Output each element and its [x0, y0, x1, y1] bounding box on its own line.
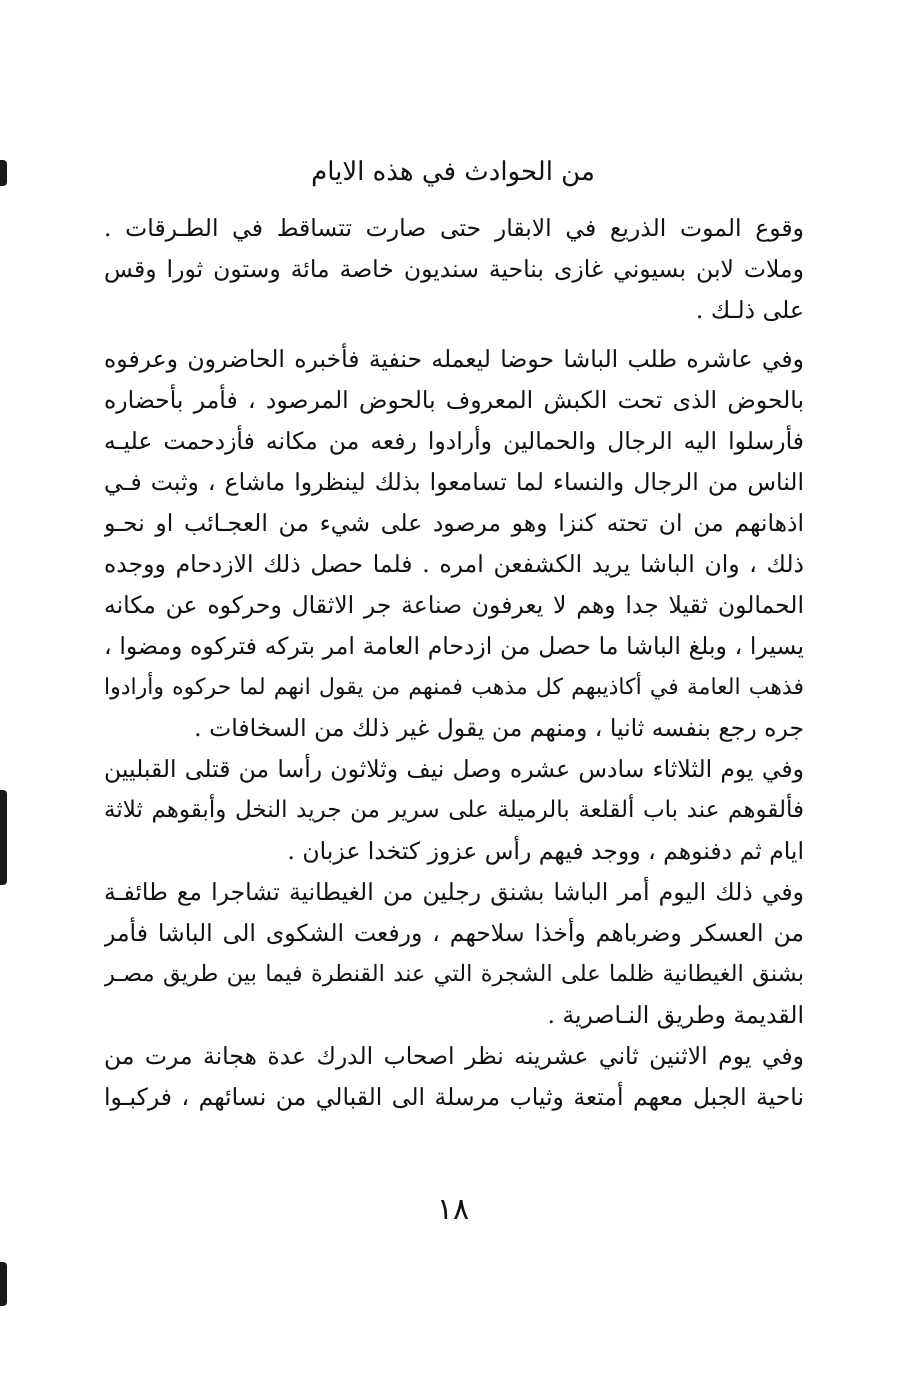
body-text: [104, 208, 804, 1118]
text-line: اذهانهم من ان تحته كنزا وهو مرصود على شيء من العجـائب او نحـو: [104, 509, 804, 537]
text-line: ذلك ، وان الباشا يريد الكشفعن امره . فلما حصل ذلك الازدحام ووجده: [104, 550, 804, 578]
running-header: من الحوادث في هذه الايام: [311, 157, 595, 187]
scan-edge-mark: [0, 1262, 7, 1306]
text-line: بالحوض الذى تحت الكبش المعروف بالحوض المرصود ، فأمر بأحضاره: [104, 386, 804, 414]
text-line: ناحية الجبل معهم أمتعة وثياب مرسلة الى القبالي من نسائهم ، فركبـوا: [104, 1083, 804, 1111]
text-line: وفي عاشره طلب الباشا حوضا ليعمله حنفية فأخبره الحاضرون وعرفوه: [104, 345, 804, 373]
text-line: بشنق الغيطانية ظلما على الشجرة التي عند القنطرة فيما بين طريق مصـر: [104, 961, 804, 987]
text-line: الحمالون ثقيلا جدا وهم لا يعرفون صناعة جر الاثقال وحركوه عن مكانه: [104, 591, 804, 619]
text-line: من العسكر وضرباهم وأخذا سلاحهم ، ورفعت الشكوى الى الباشا فأمر: [104, 919, 804, 947]
text-line: وملات لابن بسيوني غازى بناحية سنديون خاصة مائة وستون ثورا وقس: [104, 255, 804, 283]
text-line: فألقوهم عند باب ألقلعة بالرميلة على سرير من جريد النخل وأبقوهم ثلاثة: [104, 797, 804, 823]
text-line: يسيرا ، وبلغ الباشا ما حصل من ازدحام العامة امر بتركه فتركوه ومضوا ،: [104, 632, 804, 660]
text-line: وفي يوم الثلاثاء سادس عشره وصل نيف وثلاثون رأسا من قتلى القبليين: [104, 755, 804, 783]
text-line: على ذلـك .: [695, 296, 804, 324]
page-number: ١٨: [436, 1192, 470, 1227]
scan-edge-mark: [0, 790, 7, 885]
text-line: ايام ثم دفنوهم ، ووجد فيهم رأس عزوز كتخدا عزبان .: [287, 837, 804, 865]
text-line: فذهب العامة في أكاذيبهم كل مذهب فمنهم من يقول انهم لما حركوه وأرادوا: [104, 675, 804, 700]
text-line: وقوع الموت الذريع في الابقار حتى صارت تتساقط في الطـرقات .: [104, 214, 804, 242]
text-line: القديمة وطريق النـاصرية .: [547, 1001, 804, 1029]
text-line: فأرسلوا اليه الرجال والحمالين وأرادوا رفعه من مكانه فأزدحمت عليـه: [104, 427, 804, 455]
text-line: جره رجع بنفسه ثانيا ، ومنهم من يقول غير ذلك من السخافات .: [194, 714, 804, 742]
text-line: وفي يوم الاثنين ثاني عشرينه نظر اصحاب الدرك عدة هجانة مرت من: [104, 1042, 804, 1070]
text-line: الناس من الرجال والنساء لما تسامعوا بذلك لينظروا ماشاع ، وثبت فـي: [104, 468, 804, 496]
text-line: وفي ذلك اليوم أمر الباشا بشنق رجلين من الغيطانية تشاجرا مع طائفـة: [104, 878, 804, 906]
